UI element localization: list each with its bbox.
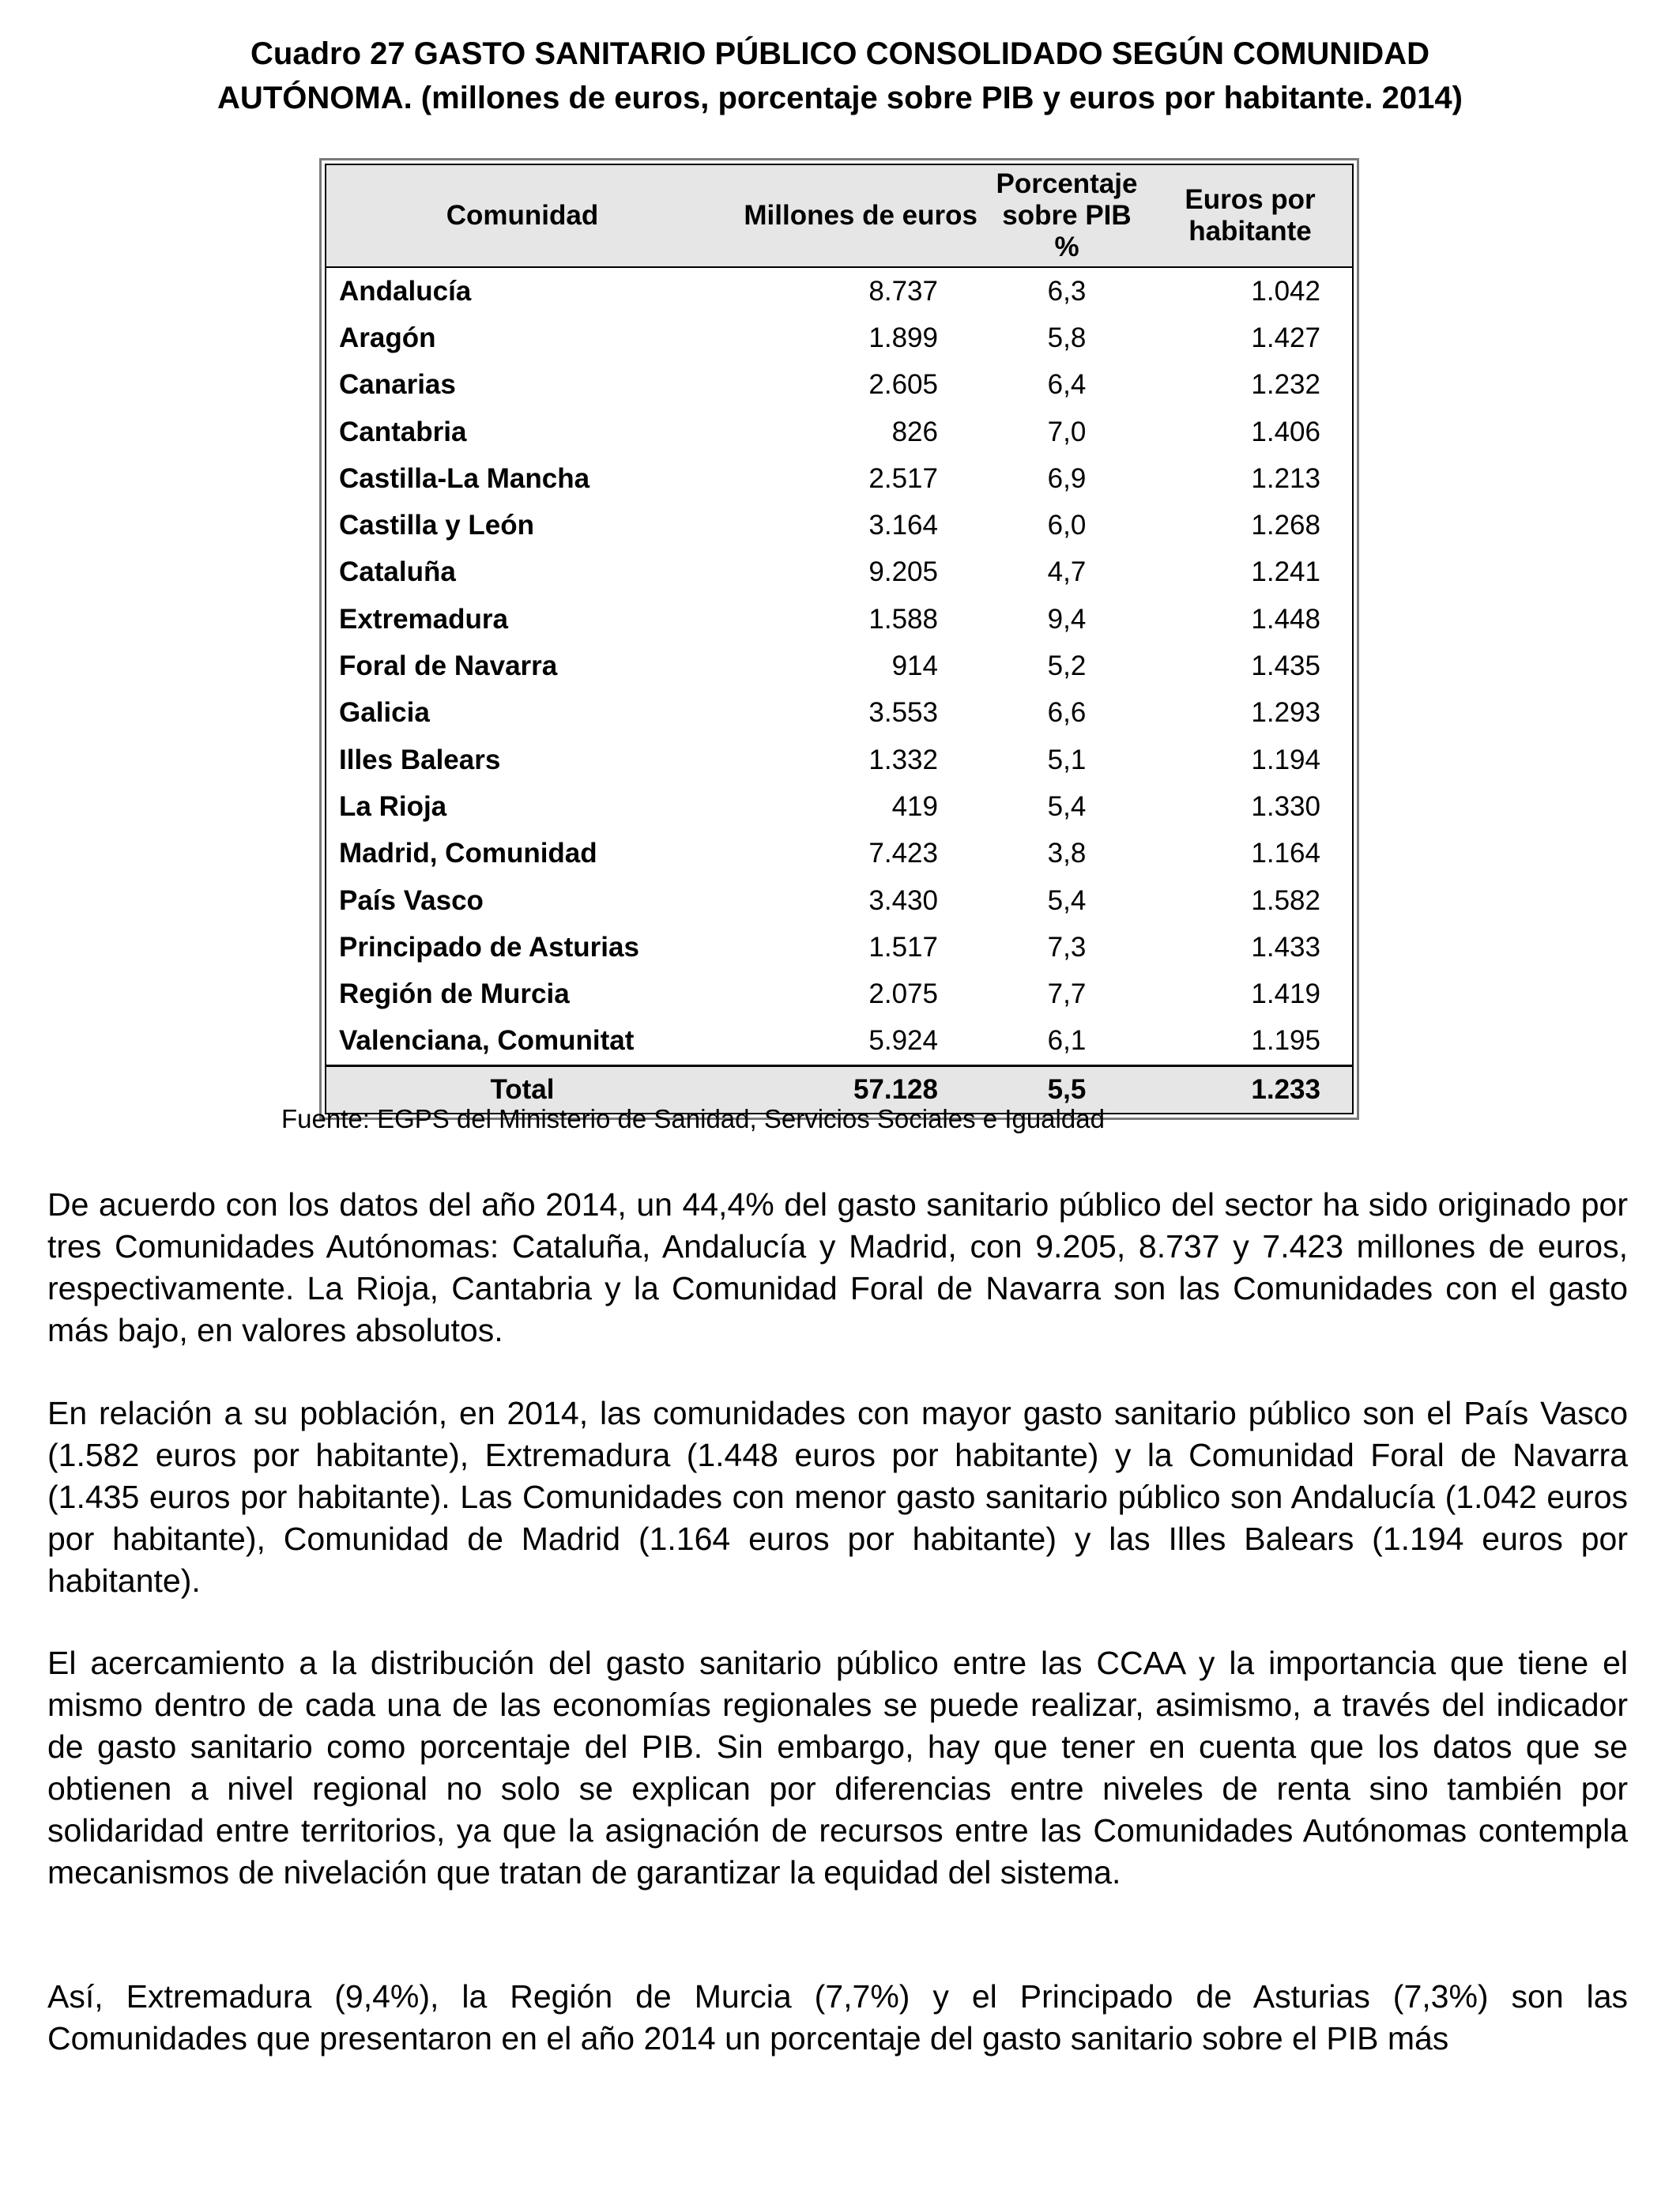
table-row [326, 315, 1353, 361]
cell-euros-habitante: 1.293 [1251, 697, 1320, 729]
cell-millones: 2.605 [868, 369, 938, 401]
cell-euros-habitante: 1.433 [1251, 931, 1320, 963]
cell-comunidad: Illes Balears [339, 744, 501, 775]
cell-porcentaje: 5,4 [1047, 884, 1087, 916]
cell-porcentaje: 4,7 [1047, 556, 1087, 588]
document-title [0, 32, 1680, 120]
cell-comunidad: Castilla-La Mancha [339, 462, 590, 494]
cell-porcentaje: 7,0 [1047, 416, 1087, 447]
cell-comunidad: Principado de Asturias [339, 931, 639, 963]
cell-euros-habitante: 1.232 [1251, 369, 1320, 401]
paragraph-2: En relación a su población, en 2014, las comunidades con mayor gasto sanitario público son el País Vasco (1.582 euros por habitante), Extremadura (1.448 euros por habitante) y la Comunidad Foral de Navarra (1.435 euros por habitante). Las Comunidades con menor gasto sanitario público son Andalucía (1.042 euros por habitante), Comunidad de Madrid (1.164 euros por habitante) y las Illes Balears (1.194 euros por habitante). [47, 1395, 1628, 1599]
table-row [326, 549, 1353, 596]
cell-porcentaje: 6,4 [1047, 369, 1087, 401]
cell-euros-habitante: 1.427 [1251, 322, 1320, 353]
table-row [326, 690, 1353, 737]
paragraph-1: De acuerdo con los datos del año 2014, un 44,4% del gasto sanitario público del sector ha sido originado por tres Comunidades Autónomas: Cataluña, Andalucía y Madrid, con 9.205, 8.737 y 7.423 millones de euros, respectivamente. La Rioja, Cantabria y la Comunidad Foral de Navarra son las Comunidades con el gasto más bajo, en valores absolutos. [47, 1186, 1628, 1348]
cell-porcentaje: 6,1 [1047, 1025, 1087, 1057]
cell-comunidad: Foral de Navarra [339, 650, 558, 682]
cell-porcentaje: 3,8 [1047, 838, 1087, 869]
cell-millones: 2.075 [868, 978, 938, 1010]
cell-porcentaje: 6,9 [1047, 462, 1087, 494]
cell-millones: 3.553 [868, 697, 938, 729]
cell-comunidad: Extremadura [339, 603, 508, 635]
table-body [326, 267, 1353, 1066]
table-row [326, 643, 1353, 689]
cell-millones: 3.164 [868, 510, 938, 541]
table-row [326, 502, 1353, 548]
cell-comunidad: La Rioja [339, 790, 447, 822]
cell-porcentaje: 5,2 [1047, 650, 1087, 682]
cell-comunidad: Valenciana, Comunitat [339, 1025, 635, 1057]
spending-table [325, 164, 1354, 1114]
cell-euros-habitante: 1.213 [1251, 462, 1320, 494]
cell-comunidad: Cantabria [339, 416, 467, 447]
total-millones: 57.128 [718, 1066, 985, 1114]
table-source: Fuente: EGPS del Ministerio de Sanidad, Servicios Sociales e Igualdad [281, 1104, 1105, 1133]
table-row [326, 409, 1353, 455]
cell-euros-habitante: 1.268 [1251, 510, 1320, 541]
cell-comunidad: Andalucía [339, 275, 472, 307]
table-row [326, 831, 1353, 877]
cell-euros-habitante: 1.582 [1251, 884, 1320, 916]
cell-comunidad: Cataluña [339, 556, 456, 588]
cell-euros-habitante: 1.195 [1251, 1025, 1320, 1057]
cell-millones: 8.737 [868, 275, 938, 307]
table-row [326, 737, 1353, 783]
cell-euros-habitante: 1.164 [1251, 838, 1320, 869]
total-euros-habitante: 1.233 [1148, 1066, 1353, 1114]
table-row [326, 362, 1353, 409]
cell-porcentaje: 5,4 [1047, 790, 1087, 822]
table-row [326, 971, 1353, 1017]
table-row [326, 596, 1353, 643]
header-comunidad: Comunidad [326, 164, 718, 267]
cell-porcentaje: 6,3 [1047, 275, 1087, 307]
table-row [326, 924, 1353, 971]
table-row [326, 267, 1353, 315]
cell-euros-habitante: 1.406 [1251, 416, 1320, 447]
table-row [326, 877, 1353, 924]
header-millones: Millones de euros [718, 164, 985, 267]
cell-millones: 826 [891, 416, 938, 447]
cell-comunidad: País Vasco [339, 884, 484, 916]
cell-comunidad: Canarias [339, 369, 456, 401]
cell-porcentaje: 6,0 [1047, 510, 1087, 541]
cell-millones: 3.430 [868, 884, 938, 916]
table-frame [319, 158, 1359, 1120]
cell-porcentaje: 7,7 [1047, 978, 1087, 1010]
cell-euros-habitante: 1.435 [1251, 650, 1320, 682]
cell-millones: 9.205 [868, 556, 938, 588]
cell-millones: 419 [891, 790, 938, 822]
total-porcentaje: 5,5 [985, 1066, 1148, 1114]
cell-millones: 1.899 [868, 322, 938, 353]
total-label: Total [326, 1066, 718, 1114]
paragraph-4: Así, Extremadura (9,4%), la Región de Murcia (7,7%) y el Principado de Asturias (7,3%) son las Comunidades que presentaron en el año 2014 un porcentaje del gasto sanitario sobre el PIB más [47, 1978, 1628, 2056]
cell-comunidad: Madrid, Comunidad [339, 838, 597, 869]
cell-euros-habitante: 1.330 [1251, 790, 1320, 822]
cell-millones: 1.517 [868, 931, 938, 963]
title-line-1: Cuadro 27 GASTO SANITARIO PÚBLICO CONSOLIDADO SEGÚN COMUNIDAD [250, 36, 1430, 71]
cell-porcentaje: 9,4 [1047, 603, 1087, 635]
header-euros-habitante: Euros por habitante [1148, 164, 1353, 267]
cell-millones: 1.588 [868, 603, 938, 635]
table-header-row [326, 164, 1353, 267]
cell-millones: 2.517 [868, 462, 938, 494]
cell-porcentaje: 7,3 [1047, 931, 1087, 963]
table-row [326, 783, 1353, 830]
cell-comunidad: Aragón [339, 322, 436, 353]
cell-euros-habitante: 1.042 [1251, 275, 1320, 307]
cell-millones: 1.332 [868, 744, 938, 775]
paragraph-3: El acercamiento a la distribución del gasto sanitario público entre las CCAA y la importancia que tiene el mismo dentro de cada una de las economías regionales se puede realizar, asimismo, a través del indicador de gasto sanitario como porcentaje del PIB. Sin embargo, hay que tener en cuenta que los datos que se obtienen a nivel regional no solo se explican por diferencias entre niveles de renta sino también por solidaridad entre territorios, ya que la asignación de recursos entre las Comunidades Autónomas contempla mecanismos de nivelación que tratan de garantizar la equidad del sistema. [47, 1645, 1628, 1891]
cell-porcentaje: 5,1 [1047, 744, 1087, 775]
table-row [326, 1018, 1353, 1066]
cell-euros-habitante: 1.419 [1251, 978, 1320, 1010]
cell-euros-habitante: 1.448 [1251, 603, 1320, 635]
cell-comunidad: Región de Murcia [339, 978, 570, 1010]
title-line-2: AUTÓNOMA. (millones de euros, porcentaje sobre PIB y euros por habitante. 2014) [217, 81, 1463, 115]
cell-millones: 5.924 [868, 1025, 938, 1057]
cell-euros-habitante: 1.241 [1251, 556, 1320, 588]
cell-porcentaje: 6,6 [1047, 697, 1087, 729]
cell-comunidad: Galicia [339, 697, 430, 729]
cell-porcentaje: 5,8 [1047, 322, 1087, 353]
cell-euros-habitante: 1.194 [1251, 744, 1320, 775]
cell-millones: 7.423 [868, 838, 938, 869]
header-porcentaje: Porcentaje sobre PIB % [985, 164, 1148, 267]
table-row [326, 455, 1353, 502]
cell-comunidad: Castilla y León [339, 510, 535, 541]
cell-millones: 914 [891, 650, 938, 682]
